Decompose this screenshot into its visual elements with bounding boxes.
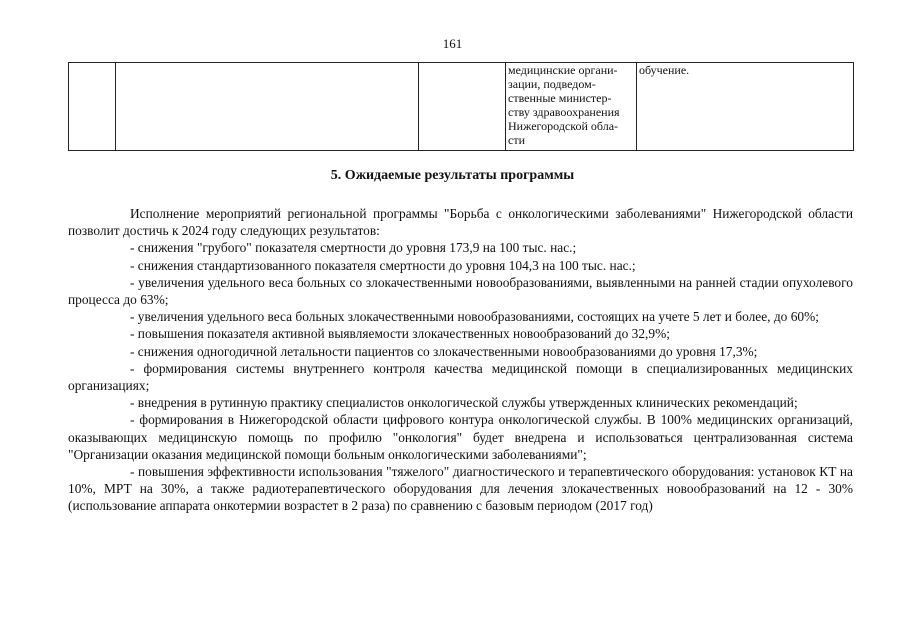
result-item: - повышения показателя активной выявляемости злокачественных новообразований до 32,9%; xyxy=(130,326,670,342)
result-item: - увеличения удельного веса больных злокачественными новообразованиями, состоящих на учете 5 лет и более, до 60%; xyxy=(130,309,819,325)
table-continuation xyxy=(68,62,854,151)
table-cell-1 xyxy=(69,63,116,151)
page-number: 161 xyxy=(442,36,463,51)
result-item: - снижения стандартизованного показателя смертности до уровня 104,3 на 100 тыс. нас.; xyxy=(130,257,636,273)
table-cell-3 xyxy=(419,63,506,151)
table-cell-result xyxy=(637,63,854,151)
result-item: - снижения "грубого" показателя смертности до уровня 173,9 на 100 тыс. нас.; xyxy=(130,240,577,256)
result-item: - повышения эффективности использования "тяжелого" диагностического и терапевтического оборудования: установок КТ на 10%, МРТ на 30%, а также радиотерапевтического оборудования для лечения злокачественных новообразований на 12 - 30% (использование аппарата онкотермии возрастет в 2 раза) по сравнению с базовым периодом (2017 год) xyxy=(68,464,853,514)
result-item: - формирования в Нижегородской области цифрового контура онкологической службы. В 100% медицинских организаций, оказывающих медицинскую помощь по профилю "онкология" будет внедрена и использоваться централизованная система "Организации оказания медицинской помощи больным онкологическими заболеваниями"; xyxy=(68,412,853,462)
result-item: - внедрения в рутинную практику специалистов онкологической службы утвержденных клинических рекомендаций; xyxy=(130,395,798,411)
body-text xyxy=(68,205,853,515)
intro-paragraph: Исполнение мероприятий региональной программы "Борьба с онкологическими заболеваниями" Нижегородской области позволит достичь к 2024 году следующих результатов: xyxy=(68,206,853,239)
table-cell-2 xyxy=(116,63,419,151)
result-item: - формирования системы внутреннего контроля качества медицинской помощи в специализированных медицинских организациях; xyxy=(68,360,853,394)
table-cell-executors xyxy=(506,63,637,151)
cell-text: медицинские органи- зации, подведом- ственные министер- ству здравоохранения Нижегородской обла- сти xyxy=(508,63,620,147)
table-row xyxy=(69,63,854,151)
result-item: - увеличения удельного веса больных со злокачественными новообразованиями, выявленными на ранней стадии опухолевого процесса до 63%; xyxy=(68,274,853,308)
section-title: 5. Ожидаемые результаты программы xyxy=(330,168,575,183)
cell-text: обучение. xyxy=(639,63,690,77)
result-item: - снижения одногодичной летальности пациентов со злокачественными новообразованиями до уровня 17,3%; xyxy=(130,343,758,359)
